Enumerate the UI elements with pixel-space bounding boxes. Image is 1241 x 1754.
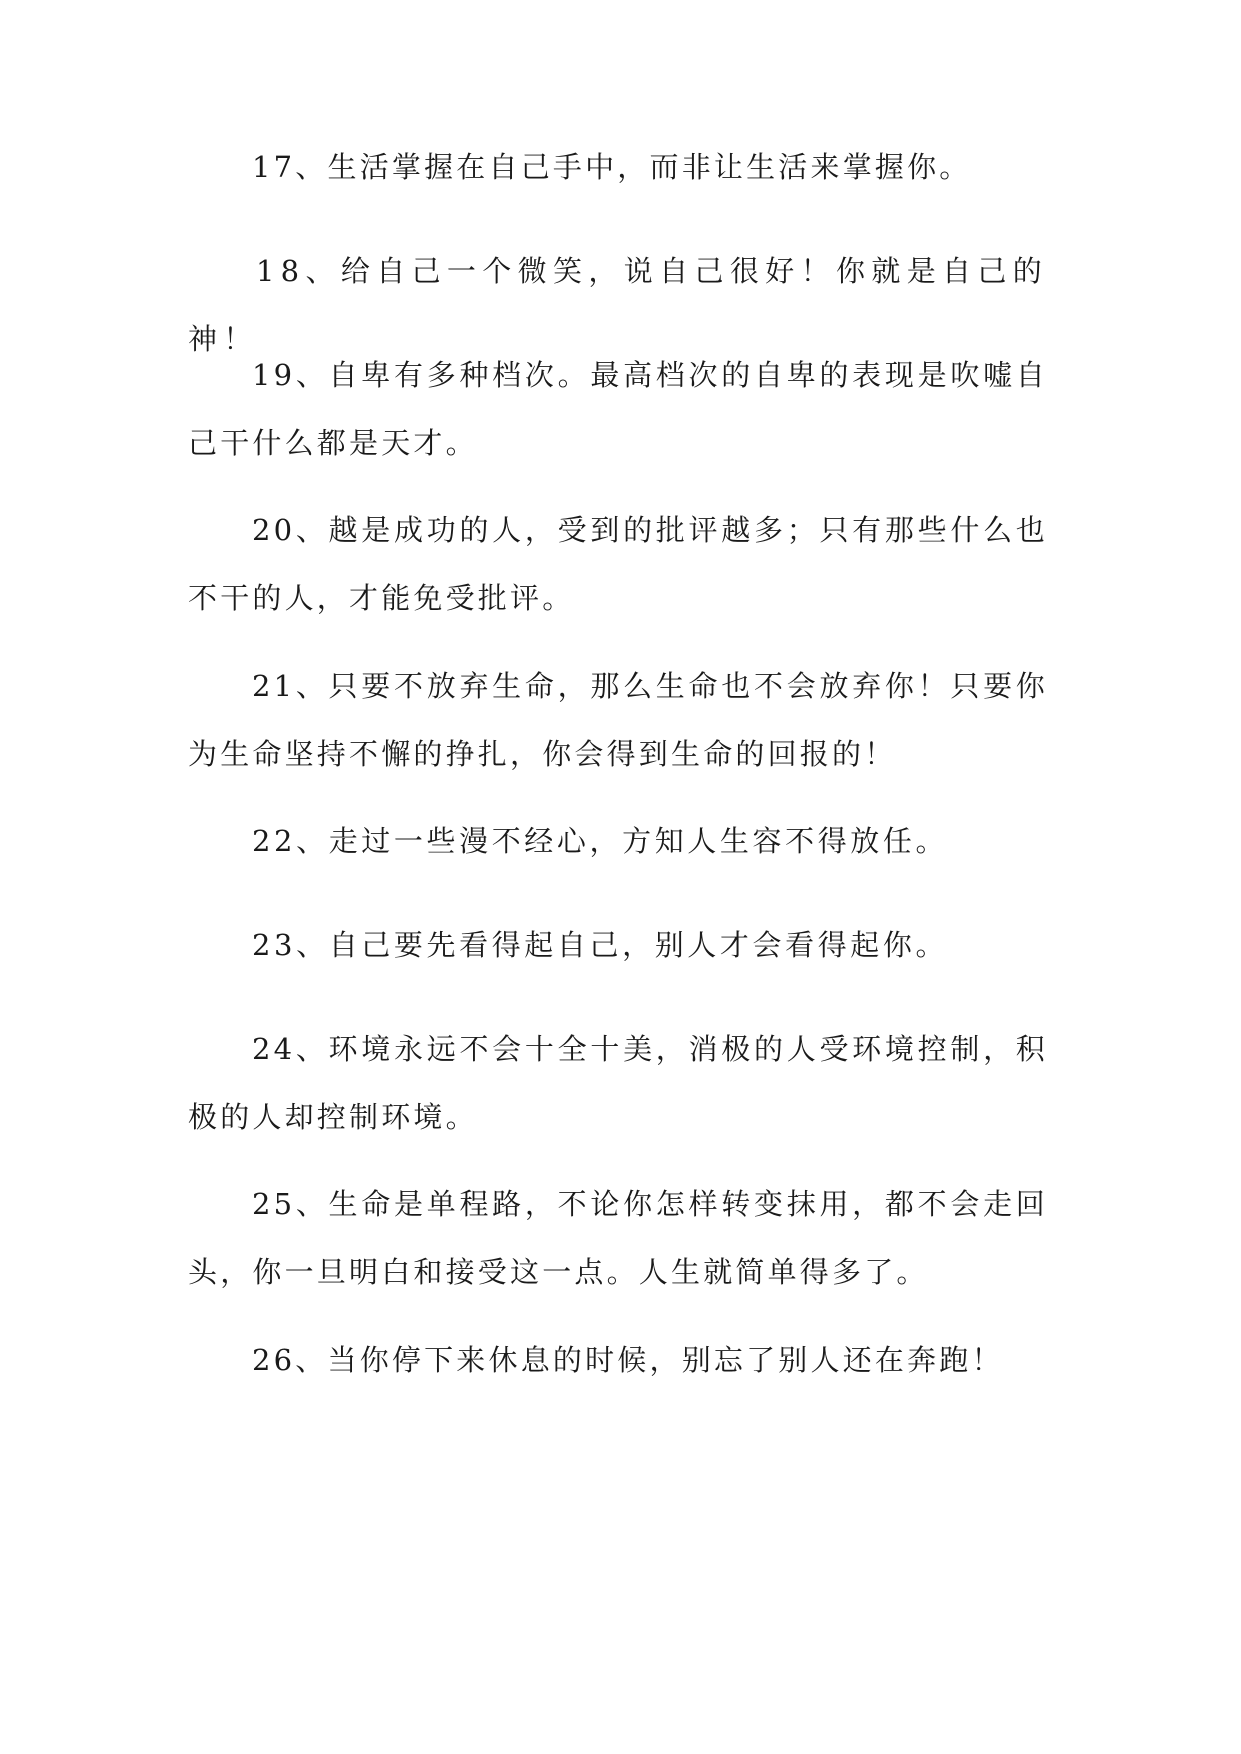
paragraph-24: 24、环境永远不会十全十美，消极的人受环境控制，积极的人却控制环境。 <box>188 1032 1048 1134</box>
paragraph-26: 26、当你停下来休息的时候，别忘了别人还在奔跑！ <box>252 1343 1004 1377</box>
paragraph-20: 20、越是成功的人，受到的批评越多；只有那些什么也不干的人，才能免受批评。 <box>188 513 1048 615</box>
paragraph-19: 19、自卑有多种档次。最高档次的自卑的表现是吹嘘自己干什么都是天才。 <box>188 358 1048 460</box>
paragraph-23: 23、自己要先看得起自己，别人才会看得起你。 <box>252 928 949 962</box>
paragraph-18: 18、给自己一个微笑，说自己很好！你就是自己的神！ <box>188 254 1048 356</box>
paragraph-22: 22、走过一些漫不经心，方知人生容不得放任。 <box>252 824 949 858</box>
paragraph-25: 25、生命是单程路，不论你怎样转变抹用，都不会走回头，你一旦明白和接受这一点。人生就简单得多了。 <box>188 1187 1048 1289</box>
paragraph-17: 17、生活掌握在自己手中，而非让生活来掌握你。 <box>252 150 972 184</box>
paragraph-21: 21、只要不放弃生命，那么生命也不会放弃你！只要你为生命坚持不懈的挣扎，你会得到生命的回报的！ <box>188 669 1048 771</box>
